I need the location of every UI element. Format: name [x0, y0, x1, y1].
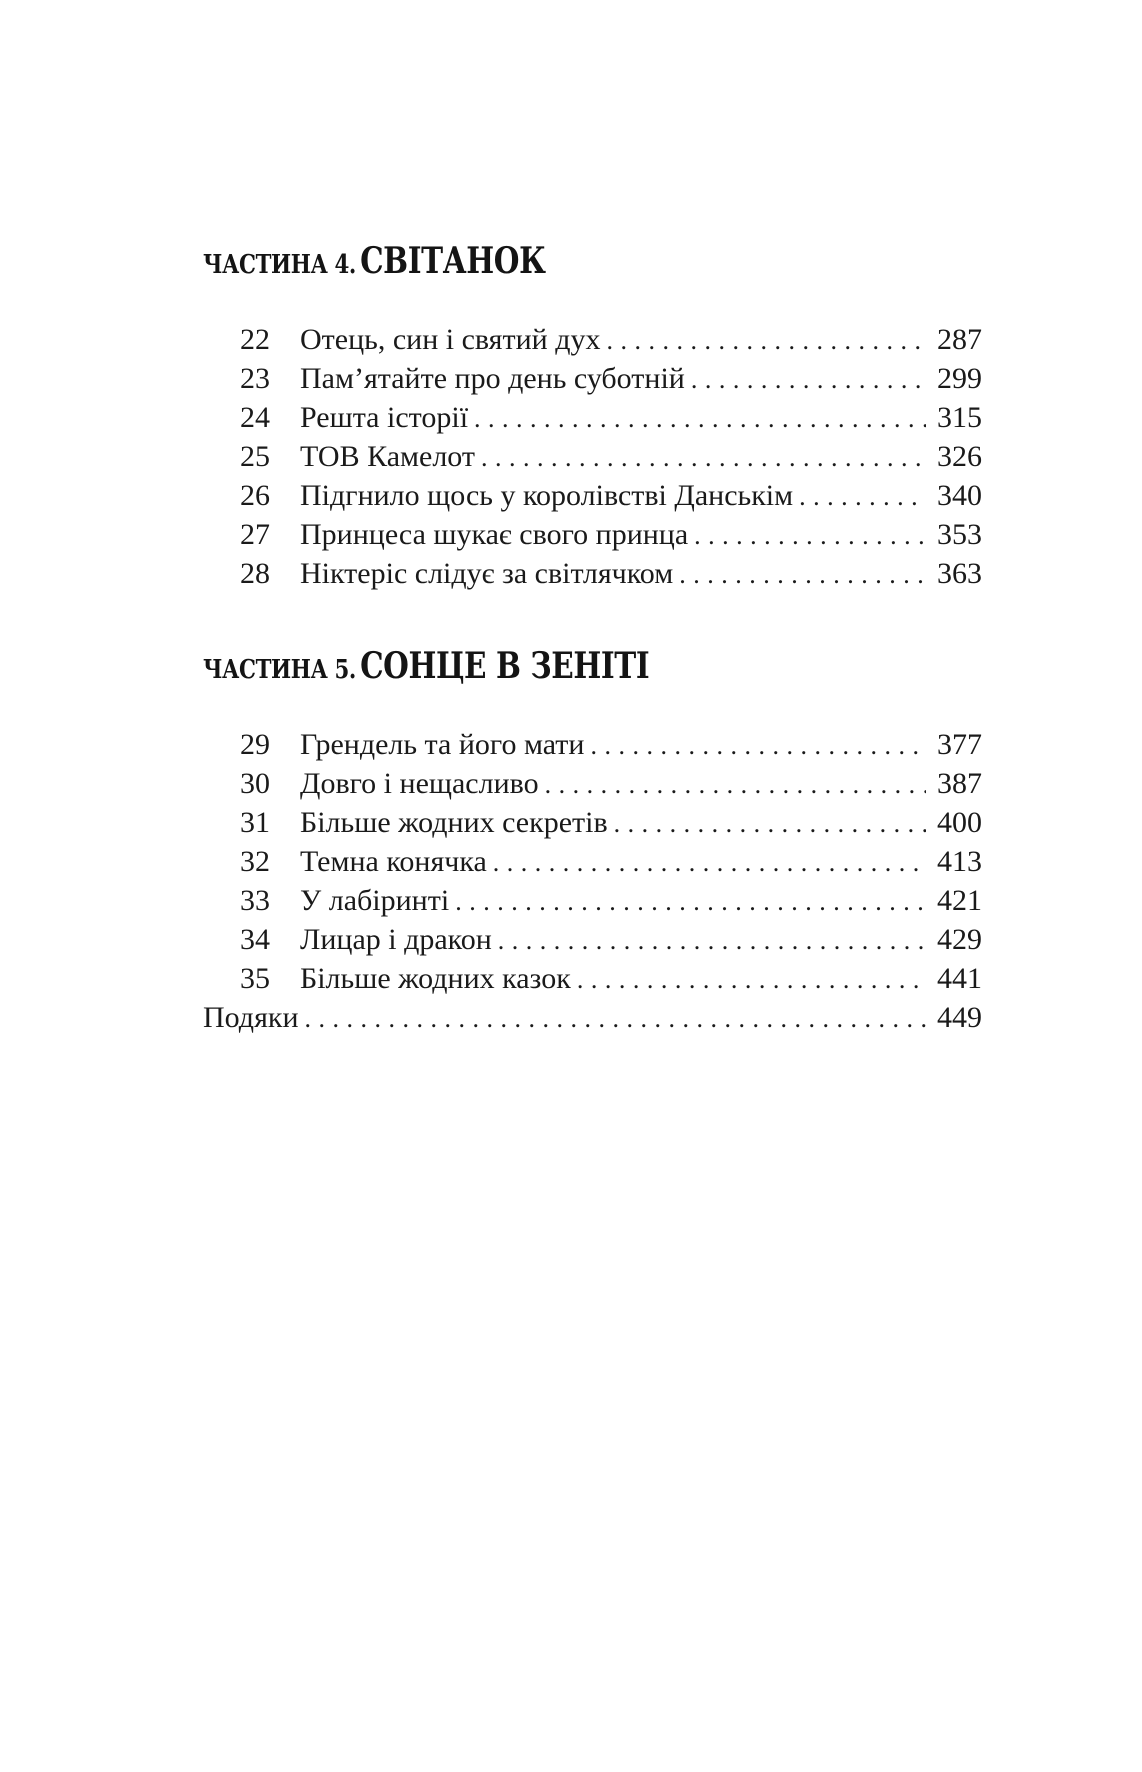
- part-heading: [203, 240, 546, 282]
- toc-entry[interactable]: [240, 515, 982, 554]
- chapter-number: 31: [240, 806, 270, 839]
- page-number: 400: [937, 806, 982, 839]
- page-number: 413: [937, 845, 982, 878]
- dot-leader: [799, 477, 926, 516]
- chapter-number: 27: [240, 518, 270, 551]
- chapter-number: 26: [240, 479, 270, 512]
- chapter-title: Лицар і дракон: [300, 923, 492, 956]
- chapter-title: Отець, син і святий дух: [300, 323, 601, 356]
- toc-entry[interactable]: [240, 764, 982, 803]
- chapter-title: Більше жодних секретів: [300, 806, 608, 839]
- toc-entry[interactable]: [240, 437, 982, 476]
- chapter-title: Принцеса шукає свого принца: [300, 518, 689, 551]
- toc-entry-acknowledgements[interactable]: [203, 998, 982, 1037]
- page-number: 421: [937, 884, 982, 917]
- page-number: 353: [937, 518, 982, 551]
- chapter-number: 30: [240, 767, 270, 800]
- chapter-number: 33: [240, 884, 270, 917]
- part-heading: [203, 645, 649, 687]
- acknowledgements-title: Подяки: [203, 1001, 299, 1034]
- dot-leader: [545, 765, 926, 804]
- chapter-number: 35: [240, 962, 270, 995]
- page-number: 429: [937, 923, 982, 956]
- part-title: СОНЦЕ В ЗЕНІТІ: [360, 645, 650, 687]
- chapter-title: ТОВ Камелот: [300, 440, 476, 473]
- dot-leader: [606, 321, 926, 360]
- chapter-number: 25: [240, 440, 270, 473]
- dot-leader: [498, 921, 926, 960]
- toc-entry[interactable]: [240, 803, 982, 842]
- dot-leader: [305, 999, 927, 1038]
- chapter-title: У лабіринті: [300, 884, 450, 917]
- part-title: СВІТАНОК: [360, 240, 546, 282]
- page-number: 387: [937, 767, 982, 800]
- page-number: 299: [937, 362, 982, 395]
- chapter-number: 28: [240, 557, 270, 590]
- toc-entry[interactable]: [240, 398, 982, 437]
- toc-entry[interactable]: [240, 920, 982, 959]
- toc-entry[interactable]: [240, 725, 982, 764]
- page-number: 315: [937, 401, 982, 434]
- chapter-number: 22: [240, 323, 270, 356]
- page-number: 326: [937, 440, 982, 473]
- chapter-title: Пам’ятайте про день суботній: [300, 362, 685, 395]
- toc-entry[interactable]: [240, 959, 982, 998]
- chapter-title: Темна конячка: [300, 845, 487, 878]
- chapter-number: 34: [240, 923, 270, 956]
- chapter-number: 29: [240, 728, 270, 761]
- chapter-title: Ніктеріс слідує за світлячком: [300, 557, 674, 590]
- chapter-title: Підгнило щось у королівстві Данськім: [300, 479, 794, 512]
- page-number: 363: [937, 557, 982, 590]
- chapter-number: 23: [240, 362, 270, 395]
- dot-leader: [493, 843, 926, 882]
- part-label: ЧАСТИНА 4.: [203, 250, 356, 280]
- page-number: 340: [937, 479, 982, 512]
- page-number: 287: [937, 323, 982, 356]
- toc-entry[interactable]: [240, 881, 982, 920]
- toc-entry[interactable]: [240, 554, 982, 593]
- dot-leader: [455, 882, 926, 921]
- dot-leader: [577, 960, 926, 999]
- chapter-title: Довго і нещасливо: [300, 767, 539, 800]
- dot-leader: [481, 438, 926, 477]
- toc-entry[interactable]: [240, 476, 982, 515]
- chapter-number: 32: [240, 845, 270, 878]
- dot-leader: [691, 360, 926, 399]
- chapter-title: Грендель та його мати: [300, 728, 585, 761]
- chapter-title: Більше жодних казок: [300, 962, 571, 995]
- toc-entry[interactable]: [240, 842, 982, 881]
- dot-leader: [694, 516, 926, 555]
- chapter-number: 24: [240, 401, 270, 434]
- dot-leader: [614, 804, 926, 843]
- chapter-title: Решта історії: [300, 401, 469, 434]
- toc-entry[interactable]: [240, 359, 982, 398]
- page-number: 441: [937, 962, 982, 995]
- toc-entry[interactable]: [240, 320, 982, 359]
- page-number: 449: [937, 1001, 982, 1034]
- dot-leader: [679, 555, 926, 594]
- dot-leader: [590, 726, 926, 765]
- page-number: 377: [937, 728, 982, 761]
- part-label: ЧАСТИНА 5.: [203, 655, 356, 685]
- dot-leader: [474, 399, 926, 438]
